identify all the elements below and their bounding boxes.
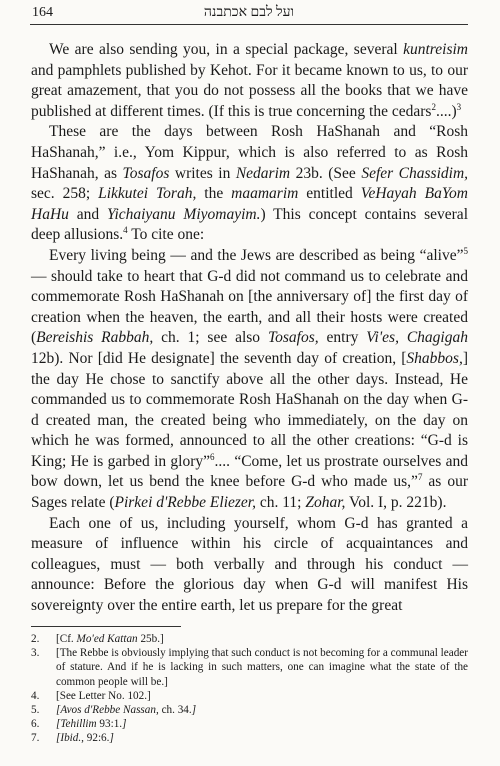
italic-run: ] xyxy=(109,732,114,745)
footnote xyxy=(31,717,468,731)
text-run: ....) xyxy=(435,102,457,120)
italic-run: [Ibid., xyxy=(56,732,84,745)
italic-run: Bereishis Rabbah, xyxy=(36,329,154,347)
text-run: sec. 258; xyxy=(31,185,99,203)
italic-run: Shabbos, xyxy=(406,349,463,367)
footnote-ref: 6 xyxy=(210,451,215,462)
italic-run: Pirkei d'Rebbe Eliezer, xyxy=(114,494,256,512)
footnote-text xyxy=(56,647,468,687)
italic-run: ] xyxy=(122,718,127,731)
text-run: 23b. (See xyxy=(290,164,362,182)
running-header xyxy=(30,4,468,25)
footnote-number: 7. xyxy=(31,732,40,745)
paragraph xyxy=(31,246,468,514)
paragraph xyxy=(31,40,468,122)
text-run: 93:1. xyxy=(96,718,123,731)
footnote-number: 6. xyxy=(31,718,40,731)
text-run: [The Rebbe is obviously implying that such conduct is not becoming for a communal leader of stature. And if he is lacking in such matters, one can imagine what the state of the common people will be.] xyxy=(56,647,468,688)
footnote-text xyxy=(56,718,126,730)
italic-run: Likkutei Torah, xyxy=(98,185,197,203)
page-number: 164 xyxy=(32,5,53,20)
paragraph xyxy=(31,122,468,246)
footnote xyxy=(31,632,468,646)
footnote xyxy=(31,703,468,717)
footnote-text xyxy=(56,690,151,702)
text-run: [Cf. xyxy=(56,633,77,645)
footnote xyxy=(31,646,468,689)
text-run: entitled xyxy=(298,185,361,203)
text-run: 12b). Nor [did He designate] the seventh day of creation, [ xyxy=(31,349,407,367)
text-run: ] the day He chose to sanctify above all the other days. Instead, He commanded us to commemorate Rosh HaShanah on the day when G-d created man, the created being who immediately, on the day on which he was formed, announced to all the other creations: “G-d is King; He is garbed in glory” xyxy=(31,349,468,470)
text-run: the xyxy=(196,185,232,203)
footnote-number: 5. xyxy=(31,704,40,717)
footnote-ref: 5 xyxy=(463,245,468,256)
footnote-number: 2. xyxy=(31,633,40,645)
footnote-text xyxy=(56,704,196,716)
italic-run: Mo'ed Kattan xyxy=(76,633,138,645)
main-text xyxy=(31,40,468,617)
italic-run: VeHayah BaYom HaHu xyxy=(31,185,468,223)
text-run: Every living being — and the Jews are described as being “alive” xyxy=(49,246,464,264)
footnote-divider xyxy=(31,626,181,627)
text-run: 25b.] xyxy=(137,633,164,645)
text-run: ch. 1; see also xyxy=(153,329,268,347)
footnote-ref: 7 xyxy=(417,472,423,483)
text-run: These are the days between Rosh HaShanah and “Rosh HaShanah,” i.e., Yom Kippur, which is also referred to as Rosh HaShanah, as xyxy=(31,123,468,182)
text-run: entry xyxy=(318,329,367,347)
footnote xyxy=(31,731,468,745)
text-run: .... “Come, let us prostrate ourselves and bow down, let us bend the knee before G-d who made us,” xyxy=(31,452,469,491)
text-run: 92:6. xyxy=(83,732,110,745)
italic-run: Vi'es, Chagigah xyxy=(366,329,468,347)
italic-run: [Avos d'Rebbe Nassan, xyxy=(56,704,159,717)
italic-run: ] xyxy=(191,704,197,717)
running-title: ועל לבם אכתבנה xyxy=(203,5,295,20)
text-run: Each one of us, including yourself, whom G-d has granted a measure of influence within his circle of acquaintances and colleagues, must — both verbally and through his conduct — announce: Before the glorious day when G-d will manifest His sovereignty over the entire earth, let us prepare for the great xyxy=(31,514,468,615)
footnotes xyxy=(31,632,468,746)
italic-run: kuntreisim xyxy=(403,41,468,58)
text-run: writes in xyxy=(169,164,236,182)
italic-run: [Tehillim xyxy=(56,718,97,731)
text-run: and pamphlets published by Kehot. For it became known to us, to our great amazement, that you do not possess all the books that we have published at different times. (If this is true concerning the cedars xyxy=(31,61,468,120)
italic-run: maamarim xyxy=(231,185,299,203)
text-run: — should take to heart that G-d did not command us to celebrate and commemorate Rosh HaShanah on [the anniversary of] the first day of creation when the heaven, the earth, and all their hosts were created ( xyxy=(31,267,468,347)
text-run: ch. 11; xyxy=(255,494,306,512)
text-run: as our Sages relate ( xyxy=(31,473,468,512)
footnote-number: 3. xyxy=(31,647,40,660)
footnote-ref: 4 xyxy=(123,225,128,236)
text-run: and xyxy=(68,205,107,223)
text-run: Vol. I, p. 221b). xyxy=(345,494,447,512)
italic-run: Tosafos xyxy=(122,164,170,182)
text-run: To cite one: xyxy=(127,226,205,244)
footnote-ref: 3 xyxy=(456,101,462,112)
italic-run: Tosafos, xyxy=(267,329,319,347)
footnote-number: 4. xyxy=(31,689,40,702)
italic-run: Yichaiyanu Miyomayim. xyxy=(106,205,261,223)
italic-run: Nedarim xyxy=(235,164,291,182)
italic-run: Zohar, xyxy=(305,494,346,512)
text-run: [See Letter No. 102.] xyxy=(56,689,151,702)
footnote xyxy=(31,689,468,703)
text-run: ) This concept contains several deep allusions. xyxy=(31,205,468,244)
footnote-text xyxy=(56,633,164,645)
paragraph xyxy=(31,514,468,617)
footnote-ref: 2 xyxy=(431,101,436,112)
italic-run: Sefer Chassidim, xyxy=(361,164,469,182)
footnote-text xyxy=(56,732,114,744)
text-run: We are also sending you, in a special package, several xyxy=(49,41,404,58)
text-run: ch. 34. xyxy=(158,704,192,717)
